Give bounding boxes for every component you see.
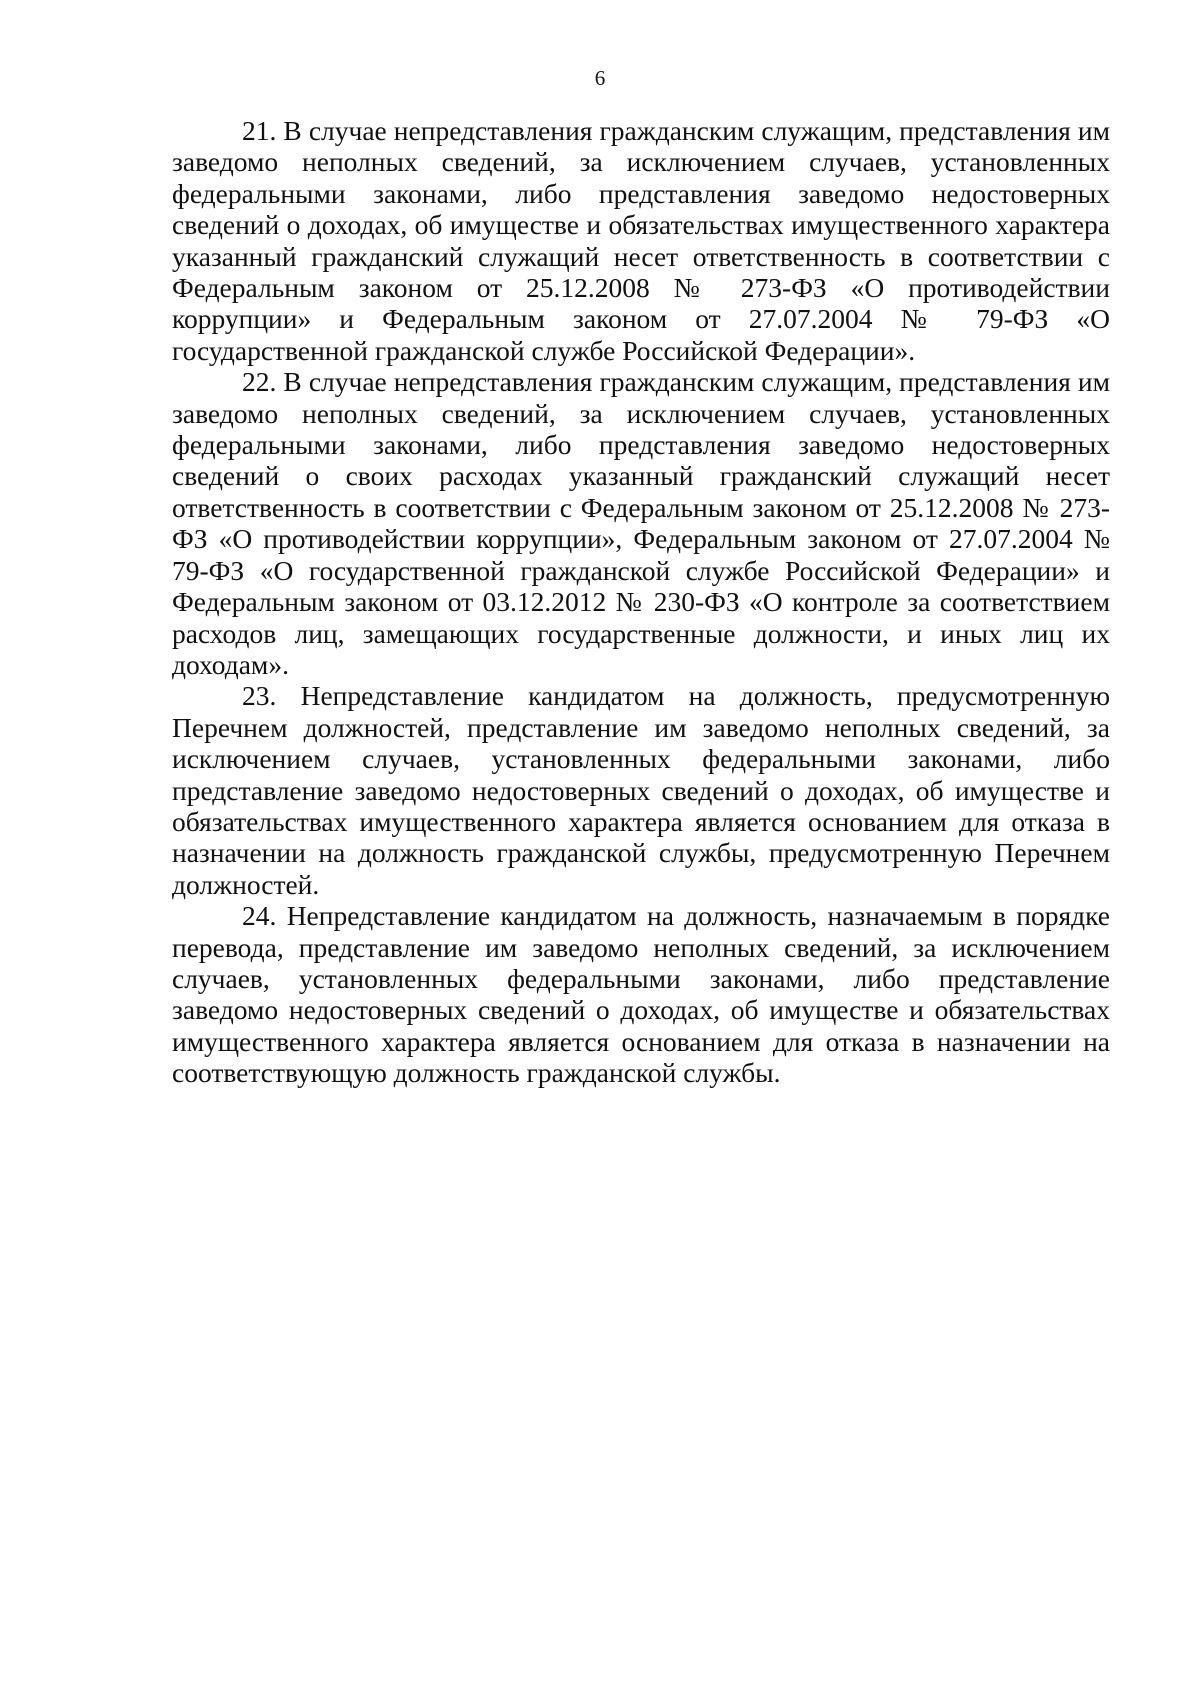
paragraph-24: 24. Непредставление кандидатом на должность, назначаемым в порядке перевода, представление им заведомо неполных сведений, за исключением случаев, установленных федеральными законами, либо представление заведомо недостоверных сведений о доходах, об имуществе и обязательствах имущественного характера является основанием для отказа в назначении на соответствующую должность гражданской службы.	[172, 900, 1110, 1089]
paragraph-21: 21. В случае непредставления гражданским служащим, представления им заведомо неполных сведений, за исключением случаев, установленных федеральными законами, либо представления заведомо недостоверных сведений о доходах, об имуществе и обязательствах имущественного характера указанный гражданский служащий несет ответственность в соответствии с Федеральным законом от 25.12.2008 № 273-ФЗ «О противодействии коррупции» и Федеральным законом от 27.07.2004 № 79-ФЗ «О государственной гражданской службе Российской Федерации».	[172, 115, 1110, 366]
page-number: 6	[594, 66, 606, 90]
paragraph-23: 23. Непредставление кандидатом на должность, предусмотренную Перечнем должностей, представление им заведомо неполных сведений, за исключением случаев, установленных федеральными законами, либо представление заведомо недостоверных сведений о доходах, об имуществе и обязательствах имущественного характера является основанием для отказа в назначении на должность гражданской службы, предусмотренную Перечнем должностей.	[172, 680, 1110, 900]
document-body	[172, 115, 1110, 1089]
paragraph-22: 22. В случае непредставления гражданским служащим, представления им заведомо неполных сведений, за исключением случаев, установленных федеральными законами, либо представления заведомо недостоверных сведений о своих расходах указанный гражданский служащий несет ответственность в соответствии с Федеральным законом от 25.12.2008 № 273-ФЗ «О противодействии коррупции», Федеральным законом от 27.07.2004 № 79-ФЗ «О государственной гражданской службе Российской Федерации» и Федеральным законом от 03.12.2012 № 230-ФЗ «О контроле за соответствием расходов лиц, замещающих государственные должности, и иных лиц их доходам».	[172, 366, 1110, 680]
